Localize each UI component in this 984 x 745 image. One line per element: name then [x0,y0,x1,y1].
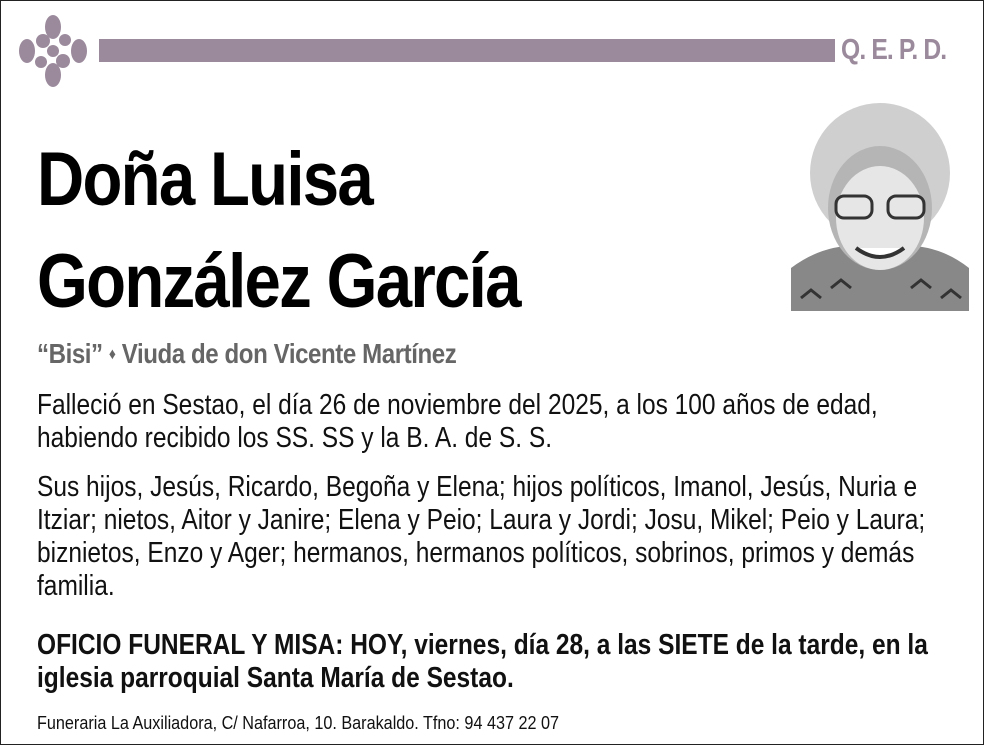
deceased-name [37,129,520,333]
qepd-label: Q. E. P. D. [841,34,947,66]
family-paragraph: Sus hijos, Jesús, Ricardo, Begoña y Elena; hijos políticos, Imanol, Jesús, Nuria e Itziar; nietos, Aitor y Janire; Elena y Peio; Laura y Jordi; Josu, Mikel; Peio y Laura; biznietos, Enzo y Ager; hermanos, hermanos políticos, sobrinos, primos y demás familia. [37,471,926,602]
name-line-2: González García [37,239,520,324]
death-paragraph: Falleció en Sestao, el día 26 de noviembre del 2025, a los 100 años de edad, habiendo recibido los SS. SS y la B. A. de S. S. [37,389,878,454]
nickname: “Bisi” [37,338,103,369]
lauburu-icon [13,13,93,89]
name-line-1: Doña Luisa [37,137,373,222]
funeral-home-footer: Funeraria La Auxiliadora, C/ Nafarroa, 10. Barakaldo. Tfno: 94 437 22 07 [37,713,560,733]
header-bar [99,39,835,62]
funeral-paragraph: OFICIO FUNERAL Y MISA: HOY, viernes, día 28, a las SIETE de la tarde, en la iglesia parroquial Santa María de Sestao. [37,629,928,694]
diamond-separator-icon: ♦ [108,346,116,363]
subtitle [37,338,456,370]
widow-of: Viuda de don Vicente Martínez [121,338,457,369]
portrait-photo [791,98,969,311]
